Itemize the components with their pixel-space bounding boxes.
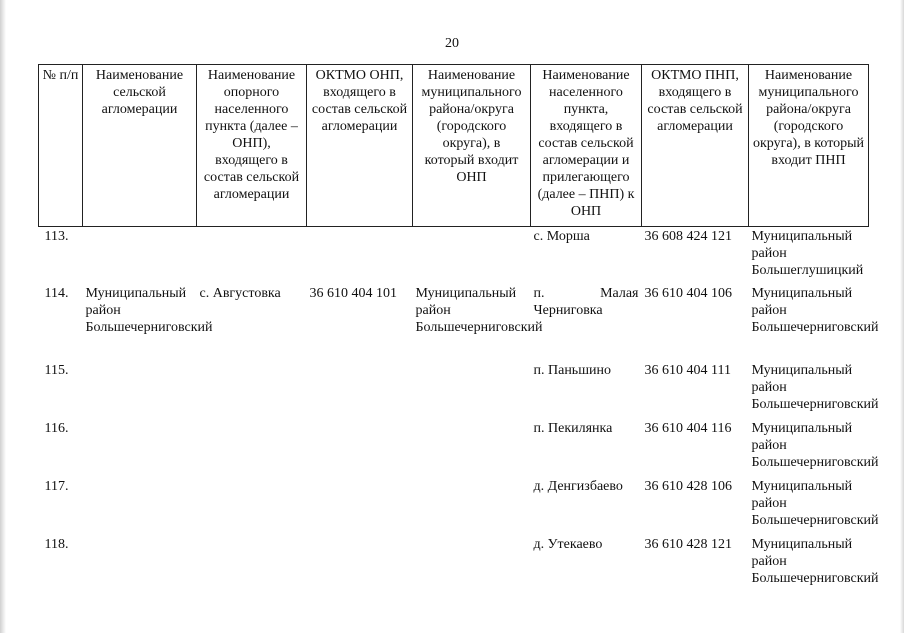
district-pnp-cell: Муниципальный район Большеглушицкий [751, 229, 864, 278]
agglomeration-cell [83, 361, 197, 419]
agglomeration-cell [83, 477, 197, 535]
header-onp: Наименование опорного населенного пункта (далее – ОНП), входящего в состав сельской агломерации [197, 65, 307, 227]
onp-cell [197, 227, 307, 285]
header-oktmo-onp: ОКТМО ОНП, входящего в состав сельской агломерации [307, 65, 413, 227]
agglomeration-cell [83, 419, 197, 477]
agglomeration-cell: Муниципальный район Большечерниговский [85, 286, 213, 335]
oktmo-pnp-cell: 36 608 424 121 [644, 229, 732, 244]
table-row [39, 419, 869, 477]
oktmo-onp-cell [307, 227, 413, 285]
row-number: 114. [44, 286, 69, 301]
district-onp-cell [413, 535, 531, 593]
district-onp-cell [413, 419, 531, 477]
table-row [39, 361, 869, 419]
district-pnp-cell: Муниципальный район Большечерниговский [751, 363, 879, 412]
header-agglomeration: Наименование сельской агломерации [83, 65, 197, 227]
header-pnp: Наименование населенного пункта, входящего в состав сельской агломерации и прилегающего (далее – ПНП) к ОНП [531, 65, 642, 227]
oktmo-onp-cell: 36 610 404 101 [309, 286, 397, 301]
table-row [39, 284, 869, 361]
district-pnp-cell: Муниципальный район Большечерниговский [751, 537, 879, 586]
oktmo-onp-cell [307, 535, 413, 593]
pnp-cell: п. Малая Черниговка [533, 286, 639, 318]
oktmo-pnp-cell: 36 610 428 121 [644, 537, 732, 552]
header-district-pnp: Наименование муниципального района/округа (городского округа), в который входит ПНП [749, 65, 869, 227]
row-number: 113. [44, 229, 69, 244]
oktmo-pnp-cell: 36 610 404 111 [644, 363, 731, 378]
onp-cell [197, 361, 307, 419]
pnp-cell: п. Пекилянка [533, 421, 613, 436]
oktmo-pnp-cell: 36 610 428 106 [644, 479, 732, 494]
scan-edge-left [0, 0, 6, 633]
pnp-cell: с. Морша [533, 229, 590, 244]
header-oktmo-pnp: ОКТМО ПНП, входящего в состав сельской агломерации [642, 65, 749, 227]
table-row [39, 477, 869, 535]
district-onp-cell: Муниципальный район Большечерниговский [415, 286, 543, 335]
district-pnp-cell: Муниципальный район Большечерниговский [751, 421, 879, 470]
pnp-cell: д. Денгизбаево [533, 479, 623, 494]
scan-edge-right [900, 0, 904, 633]
onp-cell [197, 419, 307, 477]
oktmo-pnp-cell: 36 610 404 106 [644, 286, 732, 301]
district-onp-cell [413, 227, 531, 285]
onp-cell [197, 535, 307, 593]
page-number: 20 [445, 36, 459, 51]
table-header-row [39, 65, 869, 227]
district-pnp-cell: Муниципальный район Большечерниговский [751, 479, 879, 528]
table-row [39, 227, 869, 285]
agglomeration-cell [83, 535, 197, 593]
oktmo-onp-cell [307, 419, 413, 477]
row-number: 116. [44, 421, 69, 436]
district-pnp-cell: Муниципальный район Большечерниговский [751, 286, 879, 335]
pnp-cell: п. Паньшино [533, 363, 611, 378]
row-number: 117. [44, 479, 69, 494]
onp-cell [197, 477, 307, 535]
header-number: № п/п [39, 65, 83, 227]
oktmo-onp-cell [307, 477, 413, 535]
table-row [39, 535, 869, 593]
district-onp-cell [413, 361, 531, 419]
agglomeration-table [38, 64, 879, 593]
onp-cell: с. Августовка [199, 286, 281, 301]
pnp-cell: д. Утекаево [533, 537, 603, 552]
oktmo-onp-cell [307, 361, 413, 419]
oktmo-pnp-cell: 36 610 404 116 [644, 421, 732, 436]
agglomeration-cell [83, 227, 197, 285]
row-number: 118. [44, 537, 69, 552]
header-district-onp: Наименование муниципального района/округа (городского округа), в который входит ОНП [413, 65, 531, 227]
row-number: 115. [44, 363, 69, 378]
district-onp-cell [413, 477, 531, 535]
